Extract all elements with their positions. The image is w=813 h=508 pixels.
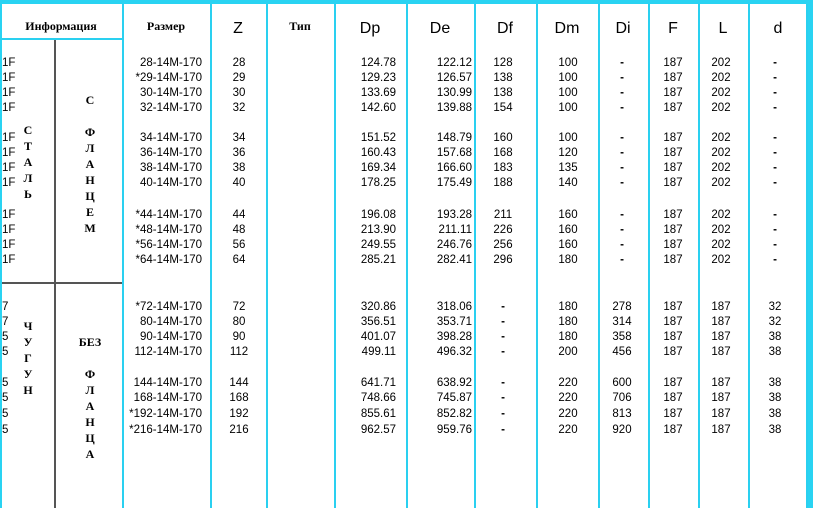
cell-l: 202: [711, 87, 731, 99]
cell-f: 187: [663, 147, 683, 159]
cell-dp: 178.25: [360, 177, 396, 189]
cell-l: 202: [711, 239, 731, 251]
cell-size: *72-14M-170: [135, 301, 202, 313]
cell-f: 187: [663, 301, 683, 313]
cell-l: 202: [711, 209, 731, 221]
cell-l: 187: [711, 316, 731, 328]
table-row: [2, 253, 808, 268]
cell-dp: 748.66: [360, 392, 396, 404]
cell-d: 38: [768, 377, 782, 389]
cell-dp: 169.34: [360, 162, 396, 174]
cell-z: 72: [232, 301, 246, 313]
cell-dp: 151.52: [360, 132, 396, 144]
header-di: Di: [615, 20, 631, 37]
cell-di: 278: [612, 301, 632, 313]
table-row: [2, 300, 808, 315]
table-row: [2, 71, 808, 86]
cell-dm: 180: [558, 254, 578, 266]
cell-f: 187: [663, 316, 683, 328]
cell-type: 1F: [2, 209, 16, 221]
cell-d: 38: [768, 346, 782, 358]
cell-z: 90: [232, 331, 246, 343]
cell-z: 36: [232, 147, 246, 159]
cell-dm: 100: [558, 132, 578, 144]
cell-type: 5: [2, 408, 9, 420]
cell-type: 5: [2, 346, 9, 358]
cell-df: -: [501, 408, 505, 420]
cell-d: -: [773, 239, 777, 251]
cell-de: 318.06: [436, 301, 472, 313]
cell-di: -: [620, 162, 624, 174]
cell-df: 154: [493, 102, 513, 114]
cell-de: 353.71: [436, 316, 472, 328]
cell-df: -: [501, 316, 505, 328]
cell-de: 193.28: [436, 209, 472, 221]
cell-z: 48: [232, 224, 246, 236]
cell-de: 175.49: [436, 177, 472, 189]
cell-size: 80-14M-170: [139, 316, 202, 328]
cell-dm: 220: [558, 408, 578, 420]
cell-z: 144: [229, 377, 249, 389]
cell-df: 160: [493, 132, 513, 144]
cell-size: 144-14M-170: [133, 377, 202, 389]
cell-type: 1F: [2, 254, 16, 266]
cell-di: -: [620, 57, 624, 69]
cell-dm: 200: [558, 346, 578, 358]
cell-dp: 129.23: [360, 72, 396, 84]
cell-dp: 142.60: [360, 102, 396, 114]
table-row: [2, 407, 808, 422]
cell-type: 5: [2, 331, 9, 343]
cell-dp: 160.43: [360, 147, 396, 159]
cell-l: 187: [711, 392, 731, 404]
cell-dp: 641.71: [360, 377, 396, 389]
cell-d: 32: [768, 316, 782, 328]
cell-de: 745.87: [436, 392, 472, 404]
cell-df: 128: [493, 57, 513, 69]
cell-type: 1F: [2, 147, 16, 159]
table-row: [2, 86, 808, 101]
header-z: Z: [233, 20, 243, 37]
cell-de: 126.57: [436, 72, 472, 84]
cell-d: -: [773, 254, 777, 266]
table-row: [2, 345, 808, 360]
cell-di: 600: [612, 377, 632, 389]
cell-size: *216-14M-170: [129, 424, 202, 436]
cell-de: 638.92: [436, 377, 472, 389]
cell-de: 852.82: [436, 408, 472, 420]
cell-dp: 249.55: [360, 239, 396, 251]
cell-d: -: [773, 147, 777, 159]
cell-f: 187: [663, 424, 683, 436]
cell-dp: 213.90: [360, 224, 396, 236]
cell-f: 187: [663, 408, 683, 420]
cell-dp: 855.61: [360, 408, 396, 420]
cell-f: 187: [663, 377, 683, 389]
cell-l: 202: [711, 102, 731, 114]
cell-size: *64-14M-170: [135, 254, 202, 266]
cell-l: 202: [711, 254, 731, 266]
cell-f: 187: [663, 224, 683, 236]
cell-di: 314: [612, 316, 632, 328]
cell-dp: 133.69: [360, 87, 396, 99]
header-dm: Dm: [554, 20, 580, 37]
cell-z: 168: [229, 392, 249, 404]
cell-d: -: [773, 177, 777, 189]
cell-type: 7: [2, 301, 9, 313]
header-de: De: [429, 20, 451, 37]
cell-type: 5: [2, 377, 9, 389]
cell-dm: 140: [558, 177, 578, 189]
cell-f: 187: [663, 392, 683, 404]
cell-size: 28-14M-170: [139, 57, 202, 69]
group-without-flange: БЕЗ Ф Л А Н Ц А: [78, 335, 102, 461]
cell-z: 38: [232, 162, 246, 174]
cell-de: 211.11: [438, 224, 472, 236]
cell-df: 226: [493, 224, 513, 236]
cell-size: 38-14M-170: [139, 162, 202, 174]
cell-type: 7: [2, 316, 9, 328]
cell-f: 187: [663, 239, 683, 251]
header-info: Информация: [25, 19, 97, 33]
cell-f: 187: [663, 102, 683, 114]
header-d: d: [773, 20, 783, 37]
cell-d: 32: [768, 301, 782, 313]
cell-d: -: [773, 209, 777, 221]
cell-type: 1F: [2, 132, 16, 144]
cell-size: 90-14M-170: [139, 331, 202, 343]
cell-dm: 180: [558, 331, 578, 343]
table-row: [2, 315, 808, 330]
cell-size: *44-14M-170: [135, 209, 202, 221]
cell-d: -: [773, 57, 777, 69]
cell-z: 64: [232, 254, 246, 266]
cell-dp: 401.07: [360, 331, 396, 343]
cell-l: 202: [711, 57, 731, 69]
cell-l: 187: [711, 408, 731, 420]
cell-f: 187: [663, 132, 683, 144]
cell-f: 187: [663, 72, 683, 84]
table-row: [2, 101, 808, 116]
cell-di: -: [620, 72, 624, 84]
cell-z: 44: [232, 209, 246, 221]
cell-l: 187: [711, 331, 731, 343]
table-row: [2, 161, 808, 176]
cell-dp: 356.51: [360, 316, 396, 328]
cell-de: 398.28: [436, 331, 472, 343]
cell-size: *56-14M-170: [135, 239, 202, 251]
table-row: [2, 376, 808, 391]
cell-l: 187: [711, 424, 731, 436]
cell-d: 38: [768, 424, 782, 436]
cell-df: 168: [493, 147, 513, 159]
cell-di: 706: [612, 392, 632, 404]
table-row: [2, 423, 808, 438]
cell-l: 187: [711, 377, 731, 389]
cell-z: 28: [232, 57, 246, 69]
cell-f: 187: [663, 331, 683, 343]
cell-dm: 160: [558, 209, 578, 221]
cell-dp: 285.21: [360, 254, 396, 266]
cell-d: -: [773, 132, 777, 144]
cell-d: 38: [768, 392, 782, 404]
cell-df: -: [501, 377, 505, 389]
cell-z: 216: [229, 424, 249, 436]
header-size: Размер: [146, 19, 186, 33]
cell-dm: 100: [558, 57, 578, 69]
cell-dp: 320.86: [360, 301, 396, 313]
header-dp: Dp: [359, 20, 381, 37]
cell-de: 496.32: [436, 346, 472, 358]
cell-size: *192-14M-170: [129, 408, 202, 420]
table-row: [2, 131, 808, 146]
cell-dm: 180: [558, 301, 578, 313]
cell-dm: 160: [558, 224, 578, 236]
cell-de: 246.76: [436, 239, 472, 251]
cell-di: -: [620, 224, 624, 236]
cell-size: 112-14M-170: [134, 346, 202, 358]
cell-type: 1F: [2, 177, 16, 189]
cell-z: 40: [232, 177, 246, 189]
cell-dp: 196.08: [360, 209, 396, 221]
cell-df: 138: [493, 87, 513, 99]
cell-l: 202: [711, 162, 731, 174]
cell-z: 30: [232, 87, 246, 99]
cell-d: -: [773, 162, 777, 174]
cell-de: 157.68: [436, 147, 472, 159]
cell-dm: 100: [558, 87, 578, 99]
cell-z: 56: [232, 239, 246, 251]
cell-type: 1F: [2, 224, 16, 236]
cell-size: 168-14M-170: [133, 392, 202, 404]
cell-size: *29-14M-170: [135, 72, 202, 84]
cell-d: 38: [768, 331, 782, 343]
cell-z: 34: [232, 132, 246, 144]
cell-df: -: [501, 424, 505, 436]
cell-di: -: [620, 254, 624, 266]
cell-z: 32: [232, 102, 246, 114]
cell-l: 202: [711, 147, 731, 159]
cell-size: 32-14M-170: [139, 102, 202, 114]
cell-dm: 220: [558, 424, 578, 436]
cell-type: 1F: [2, 162, 16, 174]
cell-dm: 100: [558, 102, 578, 114]
cell-d: -: [773, 224, 777, 236]
cell-f: 187: [663, 346, 683, 358]
cell-d: -: [773, 102, 777, 114]
cell-df: -: [501, 301, 505, 313]
cell-type: 5: [2, 424, 9, 436]
cell-l: 202: [711, 177, 731, 189]
cell-di: -: [620, 132, 624, 144]
table-row: [2, 176, 808, 191]
cell-l: 202: [711, 72, 731, 84]
cell-di: -: [620, 177, 624, 189]
cell-di: -: [620, 209, 624, 221]
cell-di: 456: [612, 346, 632, 358]
header-l: L: [718, 20, 728, 37]
cell-z: 112: [229, 346, 249, 358]
header-type: Тип: [289, 19, 311, 33]
table-row: [2, 391, 808, 406]
group-with-flange: С Ф Л А Н Ц Е М: [84, 93, 96, 235]
cell-de: 959.76: [436, 424, 472, 436]
cell-de: 130.99: [436, 87, 472, 99]
cell-l: 187: [711, 346, 731, 358]
table-row: [2, 208, 808, 223]
table-row: [2, 56, 808, 71]
cell-di: 813: [612, 408, 632, 420]
cell-dm: 160: [558, 239, 578, 251]
cell-size: 34-14M-170: [139, 132, 202, 144]
cell-di: -: [620, 239, 624, 251]
cell-df: -: [501, 331, 505, 343]
cell-type: 1F: [2, 102, 16, 114]
cell-type: 5: [2, 392, 9, 404]
cell-dp: 124.78: [360, 57, 396, 69]
cell-df: 211: [493, 209, 513, 221]
cell-l: 187: [711, 301, 731, 313]
cell-z: 80: [232, 316, 246, 328]
cell-df: -: [501, 392, 505, 404]
cell-d: 38: [768, 408, 782, 420]
cell-df: 188: [493, 177, 513, 189]
cell-z: 192: [229, 408, 249, 420]
table-row: [2, 330, 808, 345]
table-row: [2, 223, 808, 238]
cell-type: 1F: [2, 57, 16, 69]
cell-f: 187: [663, 254, 683, 266]
cell-l: 202: [711, 132, 731, 144]
cell-type: 1F: [2, 239, 16, 251]
cell-de: 166.60: [436, 162, 472, 174]
cell-de: 139.88: [436, 102, 472, 114]
cell-dp: 962.57: [360, 424, 396, 436]
cell-type: 1F: [2, 72, 16, 84]
cell-size: 40-14M-170: [139, 177, 202, 189]
cell-df: 138: [493, 72, 513, 84]
cell-size: *48-14M-170: [135, 224, 202, 236]
cell-type: 1F: [2, 87, 16, 99]
cell-dm: 100: [558, 72, 578, 84]
cell-df: 256: [493, 239, 513, 251]
cell-d: -: [773, 72, 777, 84]
cell-f: 187: [663, 177, 683, 189]
cell-di: 920: [612, 424, 632, 436]
cell-di: -: [620, 102, 624, 114]
cell-f: 187: [663, 87, 683, 99]
cell-f: 187: [663, 57, 683, 69]
cell-df: 183: [493, 162, 513, 174]
group-steel: С Т А Л Ь: [23, 123, 33, 201]
cell-dp: 499.11: [361, 346, 396, 358]
cell-d: -: [773, 87, 777, 99]
cell-di: -: [620, 147, 624, 159]
cell-di: -: [620, 87, 624, 99]
cell-di: 358: [612, 331, 632, 343]
cell-dm: 220: [558, 377, 578, 389]
cell-f: 187: [663, 162, 683, 174]
header-f: F: [668, 20, 678, 37]
cell-dm: 120: [558, 147, 578, 159]
cell-dm: 180: [558, 316, 578, 328]
cell-de: 122.12: [436, 57, 472, 69]
cell-dm: 220: [558, 392, 578, 404]
table-row: [2, 146, 808, 161]
cell-df: 296: [493, 254, 513, 266]
header-df: Df: [497, 20, 513, 37]
group-cast-iron: Ч У Г У Н: [23, 319, 33, 397]
cell-z: 29: [232, 72, 246, 84]
cell-f: 187: [663, 209, 683, 221]
cell-df: -: [501, 346, 505, 358]
table-row: [2, 238, 808, 253]
cell-de: 282.41: [436, 254, 472, 266]
cell-de: 148.79: [436, 132, 472, 144]
cell-size: 36-14M-170: [139, 147, 202, 159]
spec-table: [2, 4, 808, 508]
cell-l: 202: [711, 224, 731, 236]
cell-dm: 135: [558, 162, 578, 174]
cell-size: 30-14M-170: [139, 87, 202, 99]
